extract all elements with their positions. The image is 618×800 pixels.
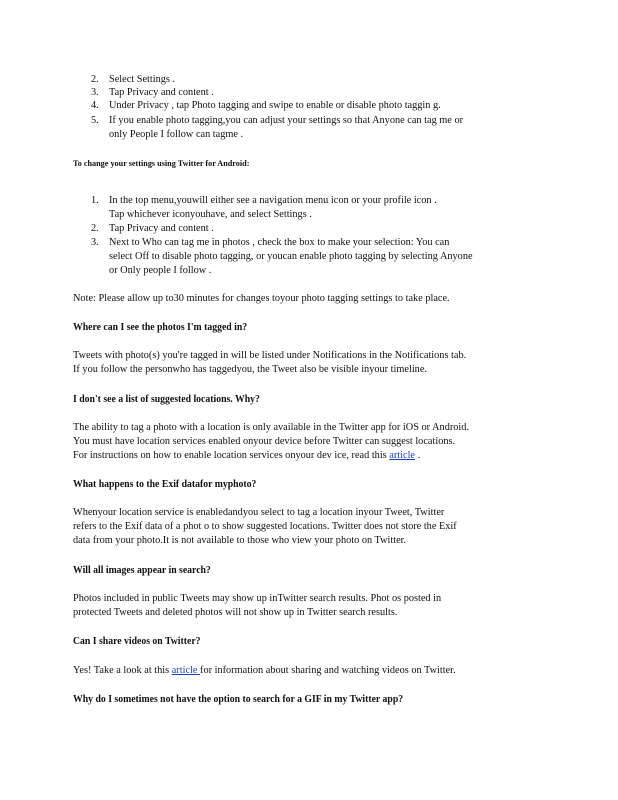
paragraph-text-end: . xyxy=(415,450,421,461)
section-heading: Where can I see the photos I'm tagged in? xyxy=(73,322,248,333)
list-item: Tap Privacy and content . xyxy=(109,223,214,234)
paragraph-line xyxy=(73,665,456,677)
list-item-continued: only People I follow can tagme . xyxy=(109,129,244,140)
android-intro: To change your settings using Twitter for Android: xyxy=(73,159,250,168)
paragraph-text-end: for information about sharing and watching videos on Twitter. xyxy=(200,665,456,676)
paragraph-line: protected Tweets and deleted photos will not show up in Twitter search results. xyxy=(73,607,398,618)
list-item: Next to Who can tag me in photos , check the box to make your selection: You can xyxy=(109,237,450,248)
list-number: 2. xyxy=(91,74,99,85)
list-number: 2. xyxy=(91,223,99,234)
paragraph-line: data from your photo.It is not available to those who view your photo on Twitter. xyxy=(73,535,407,546)
section-heading: Can I share videos on Twitter? xyxy=(73,636,201,647)
list-number: 3. xyxy=(91,87,99,98)
list-number: 5. xyxy=(91,115,99,126)
paragraph-line: Whenyour location service is enabledandyou select to tag a location inyour Tweet, Twitter xyxy=(73,507,445,518)
paragraph-line: You must have location services enabled onyour device before Twitter can suggest locations. xyxy=(73,436,456,447)
paragraph-line: Tweets with photo(s) you're tagged in will be listed under Notifications in the Notifications tab. xyxy=(73,350,467,361)
article-link[interactable]: article xyxy=(171,665,201,676)
section-heading: Will all images appear in search? xyxy=(73,565,211,576)
list-number: 4. xyxy=(91,100,99,111)
list-item: Select Settings . xyxy=(109,74,176,85)
list-number: 1. xyxy=(91,195,99,206)
note-text: Note: Please allow up to30 minutes for changes toyour photo tagging settings to take place. xyxy=(73,293,450,304)
paragraph-text: For instructions on how to enable location services onyour dev ice, read this xyxy=(73,450,390,461)
section-heading: I don't see a list of suggested locations. Why? xyxy=(73,394,260,405)
list-item: If you enable photo tagging,you can adjust your settings so that Anyone can tag me or xyxy=(109,115,464,126)
list-number: 3. xyxy=(91,237,99,248)
list-item-continued: select Off to disable photo tagging, or youcan enable photo tagging by selecting Anyone xyxy=(109,251,473,262)
paragraph-line: Photos included in public Tweets may show up inTwitter search results. Phot os posted in xyxy=(73,593,442,604)
paragraph-line: The ability to tag a photo with a location is only available in the Twitter app for iOS or Android. xyxy=(73,422,470,433)
list-item: Tap Privacy and content . xyxy=(109,87,214,98)
section-heading: What happens to the Exif datafor myphoto? xyxy=(73,479,257,490)
paragraph-text: Yes! Take a look at this xyxy=(73,665,172,676)
list-item-continued: or Only people I follow . xyxy=(109,265,212,276)
section-heading: Why do I sometimes not have the option to search for a GIF in my Twitter app? xyxy=(73,694,404,705)
list-item-continued: Tap whichever iconyouhave, and select Settings . xyxy=(109,209,312,220)
list-item: Under Privacy , tap Photo tagging and swipe to enable or disable photo taggin g. xyxy=(109,100,441,111)
paragraph-line: If you follow the personwho has taggedyou, the Tweet also be visible inyour timeline. xyxy=(73,364,427,375)
paragraph-line xyxy=(73,450,420,462)
article-link[interactable]: article xyxy=(389,450,416,461)
list-item: In the top menu,youwill either see a navigation menu icon or your profile icon . xyxy=(109,195,437,206)
paragraph-line: refers to the Exif data of a phot o to show suggested locations. Twitter does not store the Exif xyxy=(73,521,457,532)
